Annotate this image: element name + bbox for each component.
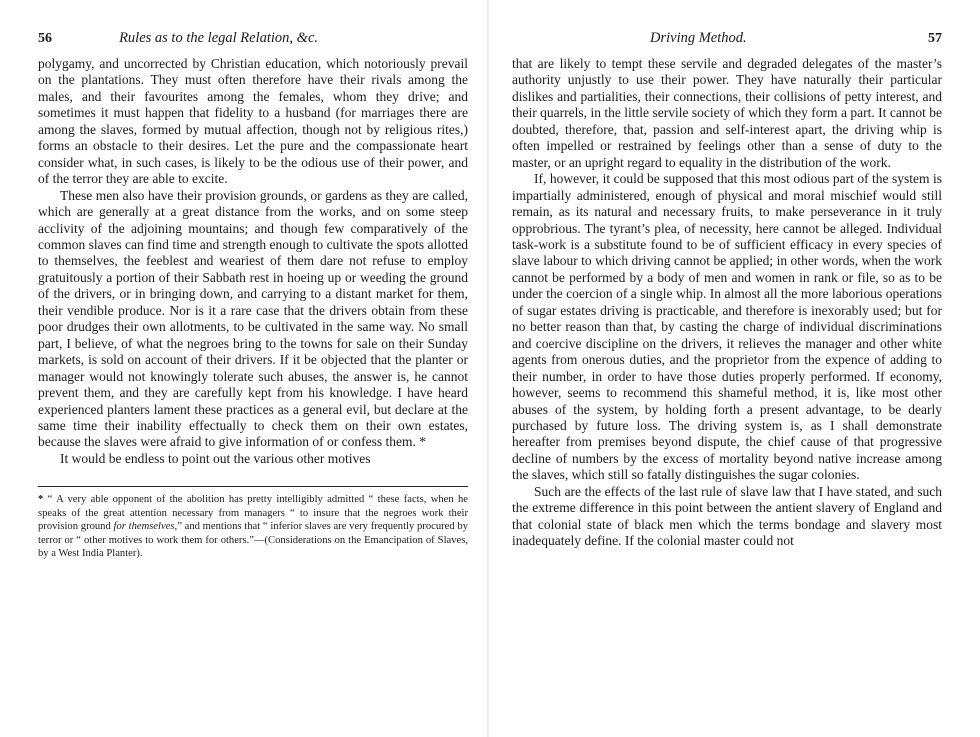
footnote-mark: * bbox=[38, 494, 44, 506]
left-page-number: 56 bbox=[38, 31, 52, 46]
left-page bbox=[0, 0, 488, 737]
left-paragraph-3: It would be endless to point out the various other motives bbox=[60, 450, 371, 466]
page-gutter bbox=[487, 0, 489, 737]
right-paragraph-2: If, however, it could be supposed that this most odious part of the system is impartially administered, enough of physical and moral mischief would still remain, as its natural and necessary fruits, to make perseverance in it truly opprobrious. The tyrant’s plea, of necessity, here cannot be alleged. Individual task-work is a substitute found to be of sufficient efficacy in every species of slave labour to which driving cannot be applied; in other words, when the work cannot be performed by a body of men and women in rank or file, so as to be under the coercion of a single whip. In almost all the more laborious operations of sugar estates driving is practicable, and therefore is inexorably used; but for no better reason than that, by casting the charge of individual discriminations and coercive discipline on the drivers, it relieves the manager and other white agents from onerous duties, and the proprietor from the expence of adding to their number, in order to have those duties properly performed. If economy, however, seems to recommend this shameful method, it is, like most other abuses of the system, by holding forth a present advantage, to be dearly purchased by future loss. The driving system is, as I shall demonstrate hereafter from premises beyond dispute, the chief cause of that progressive decline of numbers by the excess of mortality beyond native increase among the slaves, which still so fatally distinguishes the sugar colonies. bbox=[512, 171, 942, 483]
right-page bbox=[488, 0, 980, 737]
footnote bbox=[38, 493, 468, 560]
right-body-text bbox=[512, 56, 942, 550]
right-paragraph-3: Such are the effects of the last rule of slave law that I have stated, and such the extreme difference in this point between the antient slavery of England and that colonial state of black men which the terms bondage and slavery most inadequately define. If the colonial master could not bbox=[512, 483, 942, 549]
footnote-text-start: “ A very able opponent of the abolition has pretty intelligibly admitted “ these facts, when he speaks of the great attention necessary from managers “ to insure that the negroes work their provision ground bbox=[38, 494, 468, 533]
footnote-emphasis: for themselves, bbox=[113, 521, 178, 533]
right-page-number: 57 bbox=[928, 31, 942, 46]
footnote-rule bbox=[38, 486, 468, 487]
right-running-head bbox=[512, 30, 942, 56]
left-running-head bbox=[38, 30, 468, 56]
left-running-title: Rules as to the legal Relation, &c. bbox=[119, 30, 318, 46]
footnote-text-end: ” and mentions that “ inferior slaves are very frequently procured by terror or “ other motives to work them for others.”—(Considerations on the Emancipation of Slaves, by a West India Planter). bbox=[38, 521, 468, 559]
left-paragraph-2: These men also have their provision grounds, or gardens as they are called, which are generally at a great distance from the works, and on some steep acclivity of the adjoining mountains; and though few comparatively of the common slaves can find time and strength enough to cultivate the spots allotted to themselves, the feeblest and weariest of them dare not refuse to employ gratuitously a portion of their Sabbath rest in hoeing up or weeding the ground of the drivers, or in bringing down, and carrying to a distant market for them, their vendible produce. Nor is it a rare case that the drivers obtain from these poor drudges their own allotments, to be cultivated in the same way. No small part, I believe, of what the negroes bring to the towns for sale on their Sunday markets, is sold on account of their drivers. If it be objected that the planter or manager would not knowingly tolerate such abuses, the answer is, he cannot prevent them, and they are carefully kept from his knowledge. I have heard experienced planters lament these practices as a general evil, but declare at the same time their inability effectually to check them on their own estates, because the slaves were afraid to give information of or confess them. * bbox=[38, 187, 468, 450]
right-running-title: Driving Method. bbox=[650, 30, 747, 46]
left-body-text bbox=[38, 56, 468, 467]
right-paragraph-1: that are likely to tempt these servile and degraded delegates of the master’s authority unjustly to use their power. They have naturally their particular dislikes and partialities, their connections, their collisions of petty interest, and their quarrels, in the little servile society of which they form a part. It cannot be doubted, therefore, that, passion and self-interest apart, the driving whip is often impelled or restrained by feelings other than a sense of duty to the master, or an upright regard to equality in the distribution of the work. bbox=[512, 56, 942, 170]
left-paragraph-1: polygamy, and uncorrected by Christian education, which notoriously prevail on the plantations. They must often therefore have their rivals among the males, and their favourites among the females, whom they drive; and sometimes it must happen that fidelity to a husband (for marriages there are among the slaves, formed by mutual affection, though not by religious rites,) forms an obstacle to their desires. Let the pure and the compassionate heart consider what, in such cases, is likely to be the odious use of their power, and of the terror they are able to excite. bbox=[38, 56, 468, 187]
